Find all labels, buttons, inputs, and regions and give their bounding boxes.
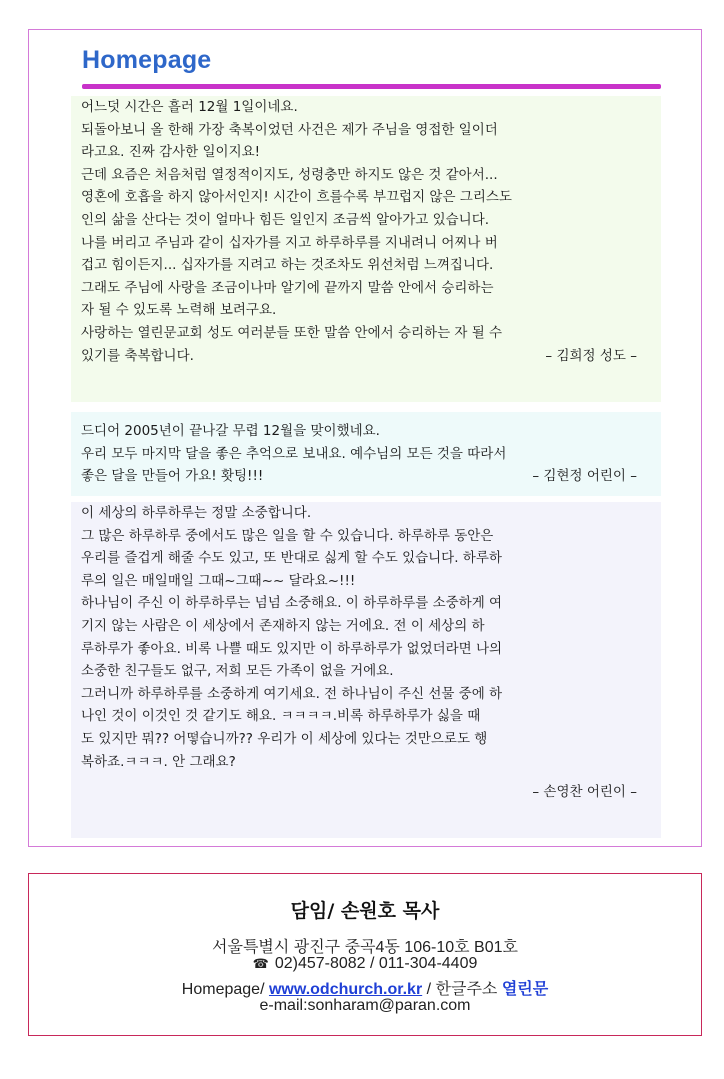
text-line: 복하죠.ㅋㅋㅋ. 안 그래요? [81, 753, 236, 770]
page-title: Homepage [82, 46, 212, 74]
text-line: 도 있지만 뭐?? 어떻습니까?? 우리가 이 세상에 있다는 것만으로도 행 [81, 730, 488, 747]
testimony-section-1 [71, 96, 661, 402]
church-address: 서울특별시 광진구 중곡4동 106-10호 B01호 [212, 939, 518, 956]
closing-line [81, 465, 651, 488]
hangul-address-link[interactable]: 열린문 [501, 981, 549, 998]
text-line: 하나님이 주신 이 하루하루는 넘넘 소중해요. 이 하루하루를 소중하게 여 [81, 595, 503, 612]
text-line: 있기를 축복합니다. [81, 347, 194, 364]
testimony-section-2 [71, 412, 661, 496]
text-line: 우리를 즐겁게 해줄 수도 있고, 또 반대로 싫게 할 수도 있습니다. 하루하 [81, 550, 502, 567]
testimony-section-3 [71, 502, 661, 838]
text-line: 좋은 달을 만들어 가요! 홧팅!!! [81, 468, 264, 485]
author-signature: – 김희정 성도 – [545, 347, 637, 364]
homepage-link[interactable]: www.odchurch.or.kr [268, 981, 423, 998]
text-line: 사랑하는 열린문교회 성도 여러분들 또한 말씀 안에서 승리하는 자 될 수 [81, 324, 503, 341]
homepage-label: Homepage/ [181, 981, 265, 998]
email-address[interactable]: e-mail:sonharam@paran.com [259, 997, 471, 1014]
phone-numbers: 02)457-8082 / 011-304-4409 [274, 955, 478, 972]
church-info-footer [28, 873, 702, 1036]
text-line: 기지 않는 사람은 이 세상에서 존재하지 않는 거에요. 전 이 세상의 하 [81, 617, 485, 634]
text-line: 루의 일은 매일매일 그때~그때~~ 달라요~!!! [81, 572, 356, 589]
text-line: 영혼에 호흡을 하지 않아서인지! 시간이 흐를수록 부끄럽지 않은 그리스도 [81, 189, 512, 206]
text-line: 자 될 수 있도록 노력해 보려구요. [81, 302, 277, 319]
text-line: 그래도 주님에 사랑을 조금이나마 알기에 끝까지 말씀 안에서 승리하는 [81, 279, 494, 296]
text-line: 나인 것이 이것인 것 같기도 해요. ㅋㅋㅋㅋ.비록 하루하루가 싫을 때 [81, 708, 481, 725]
homepage-row [29, 976, 701, 999]
text-line: 어느덧 시간은 흘러 12월 1일이네요. [81, 99, 298, 115]
hangul-address-label: / 한글주소 [426, 981, 498, 998]
text-line: 드디어 2005년이 끝나갈 무렵 12월을 맞이했네요. [81, 423, 380, 439]
author-signature: – 김현정 어린이 – [532, 468, 637, 485]
text-line: 나를 버리고 주님과 같이 십자가를 지고 하루하루를 지내려니 어찌나 버 [81, 234, 498, 251]
text-line: 이 세상의 하루하루는 정말 소중합니다. [81, 505, 312, 521]
text-line: 인의 삶을 산다는 것이 얼마나 힘든 일인지 조금씩 알아가고 있습니다. [81, 211, 490, 228]
telephone-icon: ☎ [252, 956, 269, 971]
closing-line [81, 345, 651, 368]
text-line: 그 많은 하루하루 중에서도 많은 일을 할 수 있습니다. 하루하루 동안은 [81, 527, 494, 544]
text-line: 라고요. 진짜 감사한 일이지요! [81, 144, 261, 161]
text-line: 그러니까 하루하루를 소중하게 여기세요. 전 하나님이 주신 선물 중에 하 [81, 685, 503, 702]
text-line: 소중한 친구들도 없구, 저희 모든 가족이 없을 거에요. [81, 663, 394, 680]
text-line: 되돌아보니 올 한해 가장 축복이었던 사건은 제가 주님을 영접한 일이더 [81, 121, 498, 138]
text-line: 루하루가 좋아요. 비록 나쁠 때도 있지만 이 하루하루가 없었더라면 나의 [81, 640, 503, 657]
text-line: 근데 요즘은 처음처럼 열정적이지도, 성령충만 하지도 않은 것 같아서... [81, 166, 498, 183]
text-line: 겁고 힘이든지... 십자가를 지려고 하는 것조차도 위선처럼 느껴집니다. [81, 257, 494, 274]
phone-row [29, 955, 701, 973]
pastor-name: 담임/ 손원호 목사 [290, 900, 440, 922]
text-line: 우리 모두 마지막 달을 좋은 추억으로 보내요. 예수님의 모든 것을 따라서 [81, 445, 507, 462]
title-divider [82, 84, 661, 89]
author-signature: – 손영찬 어린이 – [532, 784, 637, 801]
